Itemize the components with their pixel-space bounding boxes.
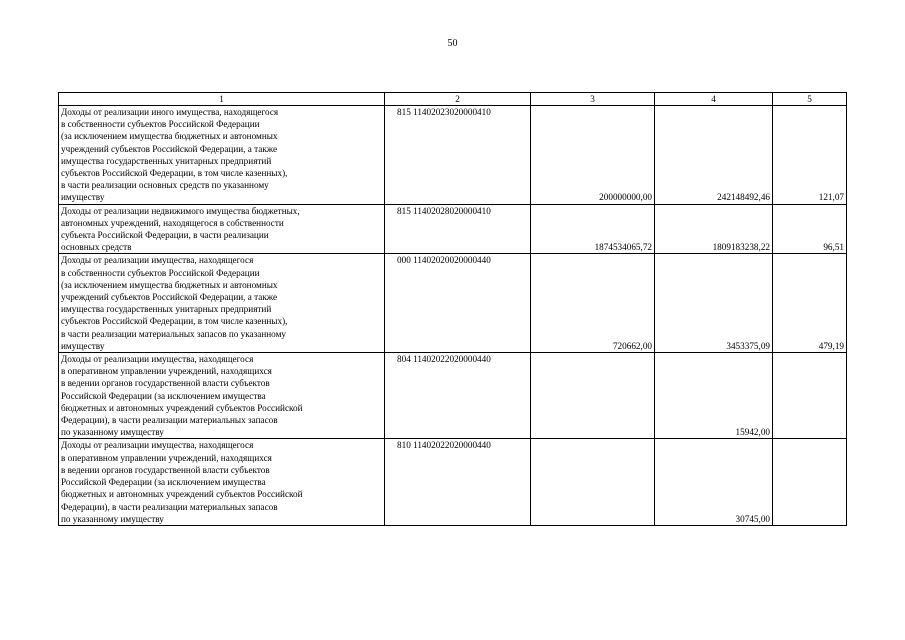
page-number: 50 (447, 38, 458, 49)
column-header-4: 4 (655, 93, 773, 106)
row-percent: 479,19 (773, 254, 847, 353)
table-row (59, 106, 847, 205)
column-header-1: 1 (59, 93, 385, 106)
column-header-5: 5 (773, 93, 847, 106)
row-actual-amount: 15942,00 (655, 353, 773, 439)
table-row (59, 439, 847, 525)
row-actual-amount: 1809183238,22 (655, 204, 773, 254)
budget-revenue-table (58, 92, 847, 526)
column-header-3: 3 (531, 93, 655, 106)
row-budget-code: 815 11402028020000410 (385, 204, 531, 254)
column-header-2: 2 (385, 93, 531, 106)
row-actual-amount: 242148492,46 (655, 106, 773, 205)
row-plan-amount: 1874534065,72 (531, 204, 655, 254)
row-percent (773, 353, 847, 439)
row-plan-amount: 200000000,00 (531, 106, 655, 205)
row-budget-code: 000 11402020020000440 (385, 254, 531, 353)
table-row (59, 254, 847, 353)
row-actual-amount: 30745,00 (655, 439, 773, 525)
table-header-row (59, 93, 847, 106)
row-plan-amount (531, 353, 655, 439)
row-plan-amount: 720662,00 (531, 254, 655, 353)
row-description: Доходы от реализации недвижимого имущества бюджетных, автономных учреждений, находящегося в собственности субъекта Российской Федерации, в части реализации основных средств (59, 204, 385, 254)
table-row (59, 353, 847, 439)
row-description: Доходы от реализации имущества, находящегося в оперативном управлении учреждений, находящихся в ведении органов государственной власти субъектов Российской Федерации (за исключением имущества бюджетных и автономных учреждений субъектов Российской Федерации), в части реализации материальных запасов по указанному имуществу (59, 439, 385, 525)
row-budget-code: 804 11402022020000440 (385, 353, 531, 439)
row-budget-code: 815 11402023020000410 (385, 106, 531, 205)
row-actual-amount: 3453375,09 (655, 254, 773, 353)
row-percent: 96,51 (773, 204, 847, 254)
table-row (59, 204, 847, 254)
row-plan-amount (531, 439, 655, 525)
row-percent: 121,07 (773, 106, 847, 205)
row-description: Доходы от реализации иного имущества, находящегося в собственности субъектов Российской Федерации (за исключением имущества бюджетных и автономных учреждений субъектов Российской Федерации, а также имущества государственных унитарных предприятий субъектов Российской Федерации, в том числе казенных), в части реализации основных средств по указанному имуществу (59, 106, 385, 205)
row-budget-code: 810 11402022020000440 (385, 439, 531, 525)
row-description: Доходы от реализации имущества, находящегося в собственности субъектов Российской Федерации (за исключением имущества бюджетных и автономных учреждений субъектов Российской Федерации, а также имущества государственных унитарных предприятий субъектов Российской Федерации, в том числе казенных), в части реализации материальных запасов по указанному имуществу (59, 254, 385, 353)
row-description: Доходы от реализации имущества, находящегося в оперативном управлении учреждений, находящихся в ведении органов государственной власти субъектов Российской Федерации (за исключением имущества бюджетных и автономных учреждений субъектов Российской Федерации), в части реализации материальных запасов по указанному имуществу (59, 353, 385, 439)
row-percent (773, 439, 847, 525)
